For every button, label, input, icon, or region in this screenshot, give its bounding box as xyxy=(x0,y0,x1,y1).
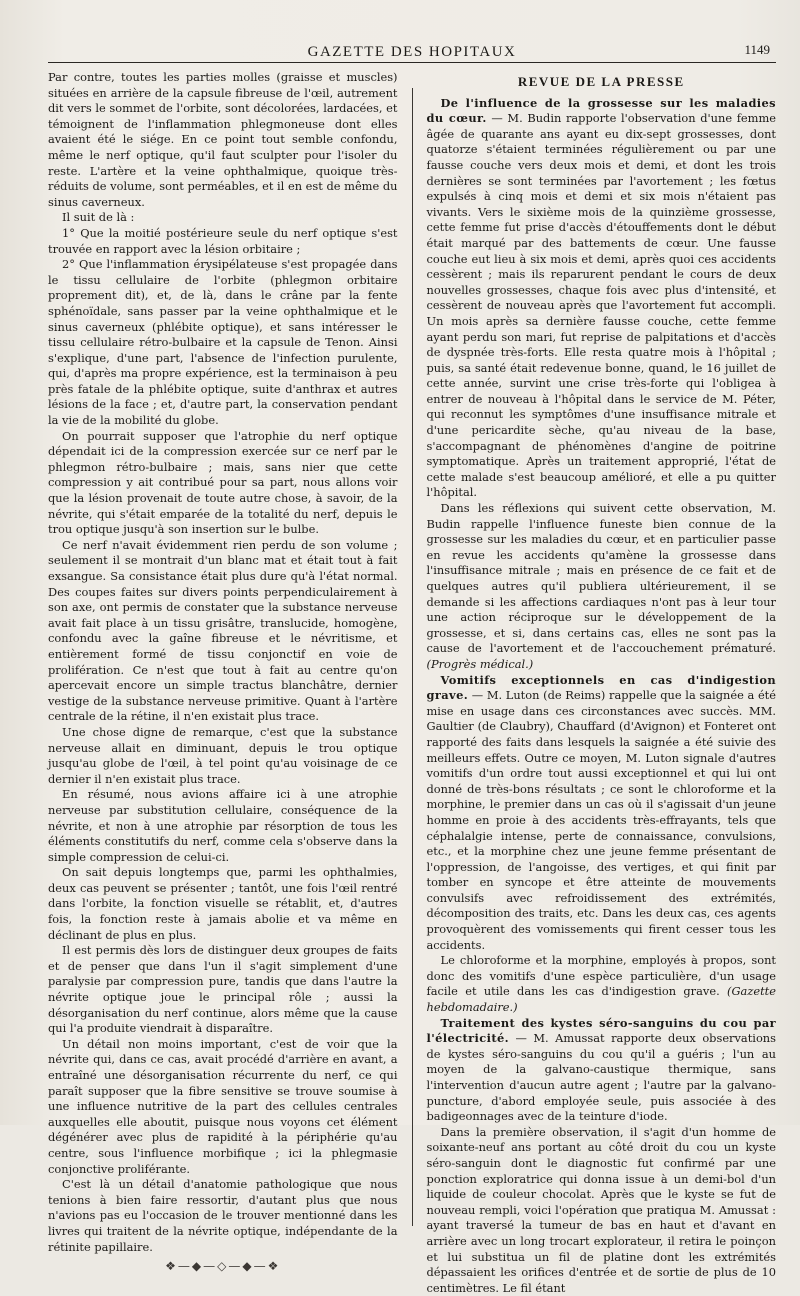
left-paragraph-7: Une chose digne de remarque, c'est que la substance nerveuse allait en diminuant, depuis le trou optique jusqu'au globe de l'œil, à tel point qu'au voisinage de ce dernier il n'en existait plus trace. xyxy=(48,724,398,786)
page-number: 1149 xyxy=(744,42,770,57)
left-column xyxy=(48,70,398,1274)
article-1-body: — M. Budin rapporte l'observation d'une femme âgée de quarante ans ayant eu dix-sept grossesses, dont quatorze s'étaient terminées régulièrement ou par une fausse couche vers deux mois et demi, et dont les trois dernières se sont terminées par l'avortement ; les fœtus expulsés à cinq mois et demi et six mois n'étaient pas vivants. Vers le sixième mois de la quinzième grossesse, cette femme fut prise d'accès d'étouffements dont le début était marqué par des battements de cœur. Une fausse couche eut lieu à six mois et demi, après quoi ces accidents cessèrent ; mais ils reparurent pendant le cours de deux nouvelles grossesses, chaque fois avec plus d'intensité, et cessèrent de nouveau après que l'avortement fut accompli. Un mois après sa dernière fausse couche, cette femme ayant perdu son mari, fut reprise de palpitations et d'accès de dyspnée très-forts. Elle resta quatre mois à l'hôpital ; puis, sa santé était redevenue bonne, quand, le 16 juillet de cette année, survint une crise très-forte qui l'obligea à entrer de nouveau à l'hôpital dans le service de M. Péter, qui reconnut les symptômes d'une insuffisance mitrale et d'une pericardite sèche, qu'au niveau de la base, s'accompagnant de phénomènes d'angine de poitrine symptomatique. Après un traitement approprié, l'état de cette malade s'est beaucoup amélioré, et elle a pu quitter l'hôpital. xyxy=(426,111,776,500)
left-paragraph-2: Il suit de là : xyxy=(62,210,135,225)
left-paragraph-9: On sait depuis longtemps que, parmi les ophthalmies, deux cas peuvent se présenter ; tantôt, une fois l'œil rentré dans l'orbite, la fonction visuelle se rétablit, et, d'autres fois, la fonction reste à jamais abolie et va même en déclinant de plus en plus. xyxy=(48,865,398,942)
left-paragraph-11: Un détail non moins important, c'est de voir que la névrite qui, dans ce cas, avait procédé d'arrière en avant, a entraîné une désorganisation récurrente du nerf, ce qui paraît supposer que la fibre sensitive se trouve soumise à une influence nutritive de la part des cellules centrales auxquelles elle aboutit, puisque nous voyons cet élément dégénérer avec plus de rapidité à la périphérie qu'au centre, sous l'influence morbifique ; ici la phlegmasie conjonctive proliférante. xyxy=(48,1036,398,1176)
left-paragraph-4: 2° Que l'inflammation érysipélateuse s'est propagée dans le tissu cellulaire de l'orbite (phlegmon orbitaire proprement dit), et, de là, dans le crâne par la fente sphénoïdale, sans passer par la veine ophthalmique et le sinus caverneux (phlébite optique), et sans intéresser le tissu cellulaire rétro-bulbaire et la capsule de Tenon. Ainsi s'explique, d'une part, l'absence de l'infection purulente, qui, d'après ma propre expérience, est la terminaison à peu près fatale de la phlébite optique, suite d'anthrax et autres lésions de la face ; et, d'autre part, la conservation pendant la vie de la mobilité du globe. xyxy=(48,257,398,428)
left-paragraph-5: On pourrait supposer que l'atrophie du nerf optique dépendait ici de la compression exercée sur ce nerf par le phlegmon rétro-bulbaire ; mais, sans nier que cette compression y ait contribué pour sa part, nous allons voir que la lésion provenait de toute autre chose, à savoir, de la névrite, qui s'était emparée de la totalité du nerf, depuis le trou optique jusqu'à son insertion sur le bulbe. xyxy=(48,428,398,537)
right-column xyxy=(426,70,777,1295)
article-1-source: (Progrès médical.) xyxy=(426,656,534,671)
left-paragraph-8: En résumé, nous avions affaire ici à une atrophie nerveuse par substitution cellulaire, conséquence de la névrite, et non à une atrophie par résorption de tous les éléments constitutifs du nerf, comme cela s'observe dans la simple compression de celui-ci. xyxy=(48,787,398,864)
column-divider xyxy=(412,88,413,1226)
article-3 xyxy=(427,1016,777,1125)
left-paragraph-6: Ce nerf n'avait évidemment rien perdu de son volume ; seulement il se montrait d'un blanc mat et était tout à fait exsangue. Sa consistance était plus dure qu'à l'état normal. Des coupes faites sur divers points perpendiculairement à son axe, ont permis de constater que la substance nerveuse avait fait place à un tissu grisâtre, translucide, homogène, confondu avec la gaîne fibreuse et le névritisme, et entièrement formé de tissu conjonctif en voie de prolifération. Ce n'est que tout à fait au centre qu'on apercevait encore un simple tractus blanchâtre, dernier vestige de la substance nerveuse primitive. Quant à l'artère centrale de la rétine, il n'en existait plus trace. xyxy=(48,537,398,724)
article-2 xyxy=(427,673,777,954)
article-1-heading: De l'influence de la grossesse sur les maladies du cœur. xyxy=(426,95,776,126)
header-rule xyxy=(48,62,776,63)
article-3-body: — M. Amussat rapporte deux observations de kystes séro-sanguins du cou qu'il a guéris ; l'un au moyen de la galvano-caustique thermique, sans l'intervention d'aucun autre agent ; l'autre par la galvano-puncture, d'abord employée seule, puis associée à des badigeonnages avec de la teinture d'iode. xyxy=(426,1031,776,1124)
article-2-body: — M. Luton (de Reims) rappelle que la saignée a été mise en usage dans ces circonstances avec succès. MM. Gaultier (de Claubry), Chauffard (d'Avignon) et Fonteret ont rapporté des faits dans lesquels la saignée a été suivie des meilleurs effets. Outre ce moyen, M. Luton signale d'autres vomitifs d'un ordre tout aussi exceptionnel et qui lui ont donné de très-bons résultats ; ce sont le chloroforme et la morphine, le premier dans un cas où il s'agissait d'un jeune homme en proie à des accidents très-effrayants, tels que céphalalgie intense, perte de connaissance, convulsions, etc., et la morphine chez une jeune femme présentant de l'oppression, de l'angoisse, des vertiges, et qui finit par tomber en syncope et être atteinte de mouvements convulsifs avec refroidissement des extrémités, décomposition des traits, etc. Dans les deux cas, ces agents provoquèrent des vomissements qui firent cesser tous les accidents. xyxy=(426,688,777,952)
article-2-extra: Le chloroforme et la morphine, employés à propos, sont donc des vomitifs d'une espèce particulière, d'un usage facile et utile dans les cas d'indigestion grave. xyxy=(426,953,776,999)
left-paragraph-3: 1° Que la moitié postérieure seule du nerf optique s'est trouvée en rapport avec la lésion orbitaire ; xyxy=(48,225,398,256)
page-header-title: GAZETTE DES HOPITAUX xyxy=(307,44,517,60)
article-2-heading: Vomitifs exceptionnels en cas d'indigestion grave. xyxy=(426,672,776,703)
article-2-source: (Gazette hebdomadaire.) xyxy=(426,984,776,1015)
end-ornament: ❖—◆—◇—◆—❖ xyxy=(165,1259,281,1274)
article-3-heading: Traitement des kystes séro-sanguins du cou par l'électricité. xyxy=(426,1015,776,1046)
article-2-extra-paragraph xyxy=(427,953,777,1015)
left-paragraph-1: Par contre, toutes les parties molles (graisse et muscles) situées en arrière de la capsule fibreuse de l'œil, autrement dit vers le sommet de l'orbite, sont décolorées, lardacées, et témoignent de l'inflammation phlegmoneuse dont elles avaient été le siége. En ce point tout semble confondu, même le nerf optique, qu'il faut sculpter pour l'isoler du reste. L'artère et la veine ophthalmique, quoique très-réduits de volume, sont perméables, et il en est de même du sinus caverneux. xyxy=(48,70,398,209)
article-1-extra-paragraph xyxy=(427,501,777,673)
article-3-extra: Dans la première observation, il s'agit d'un homme de soixante-neuf ans portant au côté droit du cou un kyste séro-sanguin dont le diagnostic fut confirmé par une ponction exploratrice qui donna issue à un demi-bol d'un liquide de couleur chocolat. Après que le kyste se fut de nouveau rempli, voici l'opération que pratiqua M. Amussat : ayant traversé la tumeur de bas en haut et d'avant en arrière avec un long trocart explorateur, il retira le poinçon et lui substitua un fil de platine dont les extrémités dépassaient les orifices d'entrée et de sortie de plus de 10 centimètres. Le fil étant xyxy=(426,1124,776,1295)
masthead xyxy=(48,0,776,58)
left-paragraph-12: C'est là un détail d'anatomie pathologique que nous tenions à bien faire ressortir, d'autant plus que nous n'avions pas eu l'occasion de le trouver mentionné dans les livres qui traitent de la névrite optique, indépendante de la rétinite papillaire. xyxy=(48,1177,398,1254)
left-paragraph-10: Il est permis dès lors de distinguer deux groupes de faits et de penser que dans l'un il s'agit simplement d'une paralysie par compression pure, tandis que dans l'autre la névrite optique joue le principal rôle ; aussi la désorganisation du nerf continue, alors même que la cause qui l'a produite viendrait à disparaître. xyxy=(48,943,398,1036)
article-1-extra: Dans les réflexions qui suivent cette observation, M. Budin rappelle l'influence funeste bien connue de la grossesse sur les maladies du cœur, et en particulier passe en revue les accidents qu'amène la grossesse dans l'insuffisance mitrale ; mais en présence de ce fait et de quelques autres qu'il publiera ultérieurement, il se demande si les affections cardiaques n'ont pas à leur tour une action réciproque sur le développement de la grossesse, et si, dans certains cas, elles ne sont pas la cause de l'avortement et de l'accouchement prématuré. xyxy=(426,501,776,656)
text-columns xyxy=(48,70,777,1295)
article-1 xyxy=(427,96,777,501)
article-3-extra-paragraph xyxy=(427,1125,777,1296)
section-title: REVUE DE LA PRESSE xyxy=(517,74,685,89)
